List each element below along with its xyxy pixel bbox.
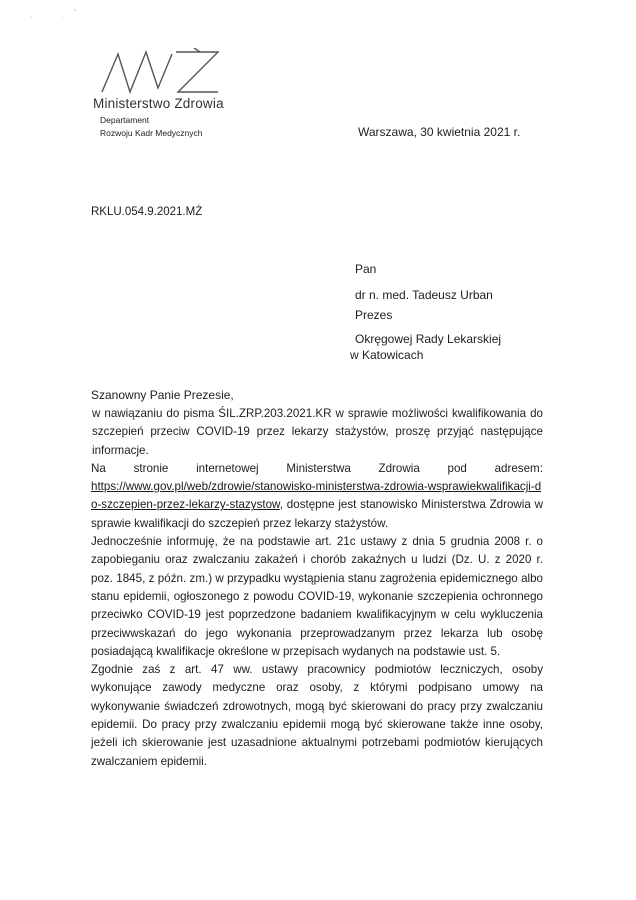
reference-number: RKLU.054.9.2021.MŻ <box>91 206 203 218</box>
paragraph-1: w nawiązaniu do pisma ŚIL.ZRP.203.2021.KR w sprawie możliwości kwalifikowania do szczepień przeciw COVID-19 przez lekarzy stażystów, proszę przyjąć następujące informacje. <box>92 407 543 457</box>
p2-word: stronie <box>133 461 169 475</box>
p2-word: adresem: <box>494 461 543 475</box>
recipient-title: Pan <box>355 262 377 276</box>
paragraph-3: Jednocześnie informuję, że na podstawie art. 21c ustawy z dnia 5 grudnia 2008 r. o zapobieganiu oraz zwalczaniu zakażeń i chorób zakaźnych u ludzi (Dz. U. z 2020 r. poz. 1845, z późn. zm.) w przypadku wystąpienia stanu zagrożenia epidemicznego albo stanu epidemii, ogłoszonego z powodu COVID-19, wykonanie szczepienia ochronnego przeciwko COVID-19 jest poprzedzone badaniem kwalifikacyjnym w celu wykluczenia przeciwwskazań do jego wykonania przeprowadzanym przez lekarza lub osobę posiadającą kwalifikacje określone w przepisach wydanych na podstawie ust. 5. <box>91 535 543 658</box>
paragraph-2-rest: , dostępne jest stanowisko Ministerstwa Zdrowia w sprawie kwalifikacji do szczepień przez lekarzy stażystów. <box>91 498 543 530</box>
ministry-logo <box>100 48 220 94</box>
recipient-name: dr n. med. Tadeusz Urban <box>355 288 493 302</box>
ministry-statement-link[interactable]: https://www.gov.pl/web/zdrowie/stanowisko-ministerstwa-zdrowia-wsprawiekwalifikacji-do-szczepien-przez-lekarzy-stazystow <box>91 480 542 512</box>
ministry-name: Ministerstwo Zdrowia <box>93 96 224 111</box>
mz-logo-icon <box>100 48 220 94</box>
recipient-organization: Okręgowej Rady Lekarskiej <box>355 332 502 346</box>
p2-word: Na <box>91 461 106 475</box>
p2-word: internetowej <box>196 461 259 475</box>
letter-body <box>91 405 543 771</box>
paragraph-2-first-line <box>91 460 543 478</box>
scan-speck: ˇ <box>74 10 77 17</box>
letter-date: Warszawa, 30 kwietnia 2021 r. <box>358 125 521 139</box>
scan-speck: · <box>30 14 33 21</box>
scan-speck: ˙ <box>62 18 65 25</box>
department-name <box>100 114 203 140</box>
department-line-2: Rozwoju Kadr Medycznych <box>100 128 203 138</box>
paragraph-2-text <box>91 478 543 533</box>
p2-word: Ministerstwa <box>286 461 351 475</box>
p2-word: pod <box>447 461 467 475</box>
paragraph-2 <box>91 460 543 533</box>
department-line-1: Departament <box>100 115 150 125</box>
p2-word: Zdrowia <box>378 461 420 475</box>
recipient-city: w Katowicach <box>350 348 424 362</box>
recipient-position: Prezes <box>355 308 393 322</box>
salutation: Szanowny Panie Prezesie, <box>91 388 234 402</box>
paragraph-4: Zgodnie zaś z art. 47 ww. ustawy pracownicy podmiotów leczniczych, osoby wykonujące zawody medyczne oraz osoby, z którymi podpisano umowy na wykonywanie świadczeń zdrowotnych, mogą być skierowani do pracy przy zwalczaniu epidemii. Do pracy przy zwalczaniu epidemii mogą być skierowane także inne osoby, jeżeli ich skierowanie jest uzasadnione aktualnymi potrzebami podmiotów kierujących zwalczaniem epidemii. <box>91 663 543 768</box>
